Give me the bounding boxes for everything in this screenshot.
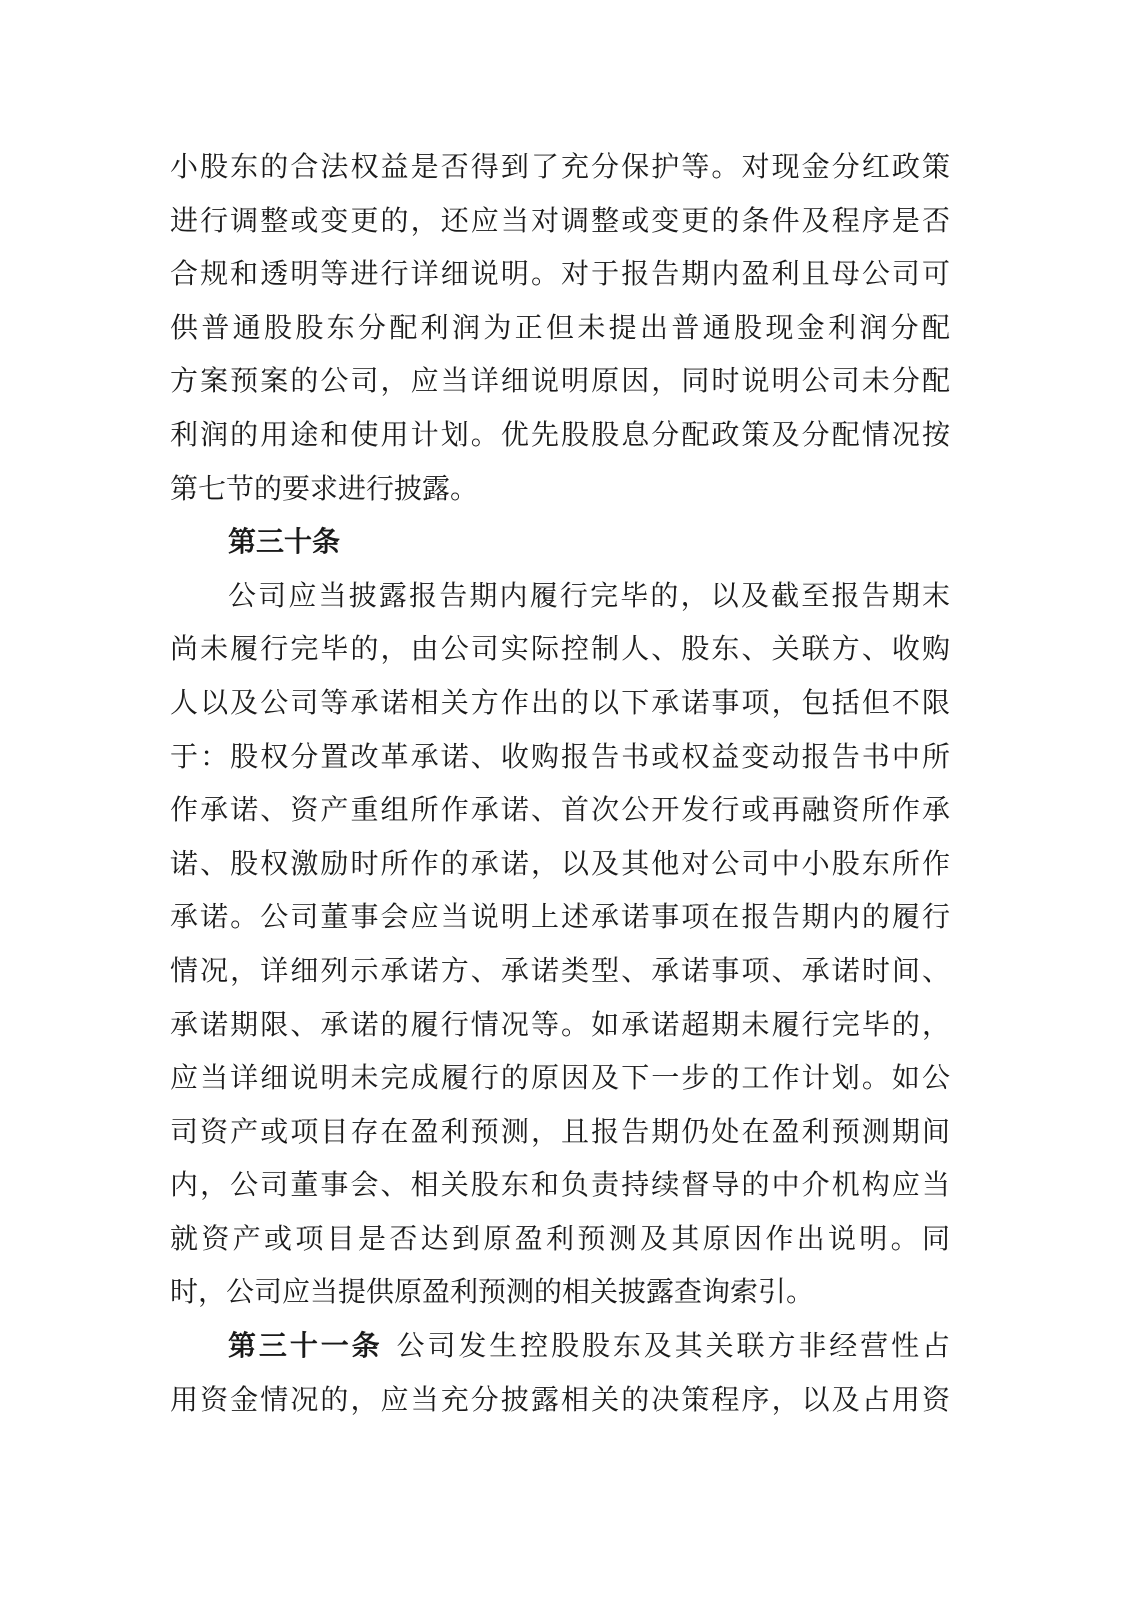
article30-line: 应当详细说明未完成履行的原因及下一步的工作计划。如公 bbox=[170, 1061, 950, 1095]
article30-line: 人以及公司等承诺相关方作出的以下承诺事项，包括但不限 bbox=[170, 685, 950, 719]
document-body bbox=[170, 140, 950, 1426]
article30-line: 作承诺、资产重组所作承诺、首次公开发行或再融资所作承 bbox=[170, 793, 950, 827]
article30-line: 情况，详细列示承诺方、承诺类型、承诺事项、承诺时间、 bbox=[170, 953, 950, 987]
article-31-heading: 第三十一条 bbox=[228, 1329, 383, 1363]
article30-line: 诺、股权激励时所作的承诺，以及其他对公司中小股东所作 bbox=[170, 846, 950, 880]
para1-line: 方案预案的公司，应当详细说明原因，同时说明公司未分配 bbox=[170, 364, 950, 398]
para1-line: 利润的用途和使用计划。优先股股息分配政策及分配情况按 bbox=[170, 417, 950, 451]
article30-line: 内，公司董事会、相关股东和负责持续督导的中介机构应当 bbox=[170, 1168, 950, 1202]
article30-line: 就资产或项目是否达到原盈利预测及其原因作出说明。同 bbox=[170, 1221, 950, 1255]
para1-line: 供普通股股东分配利润为正但未提出普通股现金利润分配 bbox=[170, 310, 950, 344]
article30-line: 承诺。公司董事会应当说明上述承诺事项在报告期内的履行 bbox=[170, 900, 950, 934]
article30-line: 公司应当披露报告期内履行完毕的，以及截至报告期末 bbox=[228, 578, 950, 612]
article31-first-line-text: 公司发生控股股东及其关联方非经营性占 bbox=[396, 1329, 950, 1363]
para1-line: 进行调整或变更的，还应当对调整或变更的条件及程序是否 bbox=[170, 203, 950, 237]
article31-first-line bbox=[170, 1319, 950, 1373]
article31-line: 用资金情况的，应当充分披露相关的决策程序，以及占用资 bbox=[170, 1382, 950, 1416]
article30-line: 司资产或项目存在盈利预测，且报告期仍处在盈利预测期间 bbox=[170, 1114, 950, 1148]
para1-line: 第七节的要求进行披露。 bbox=[170, 471, 479, 505]
article30-line: 承诺期限、承诺的履行情况等。如承诺超期未履行完毕的， bbox=[170, 1007, 950, 1041]
article-30-heading: 第三十条 bbox=[228, 525, 341, 559]
para1-line: 小股东的合法权益是否得到了充分保护等。对现金分红政策 bbox=[170, 150, 950, 183]
article30-line: 尚未履行完毕的，由公司实际控制人、股东、关联方、收购 bbox=[170, 632, 950, 666]
para1-line: 合规和透明等进行详细说明。对于报告期内盈利且母公司可 bbox=[170, 257, 950, 291]
article30-line: 于：股权分置改革承诺、收购报告书或权益变动报告书中所 bbox=[170, 739, 950, 773]
article30-line: 时，公司应当提供原盈利预测的相关披露查询索引。 bbox=[170, 1275, 815, 1309]
